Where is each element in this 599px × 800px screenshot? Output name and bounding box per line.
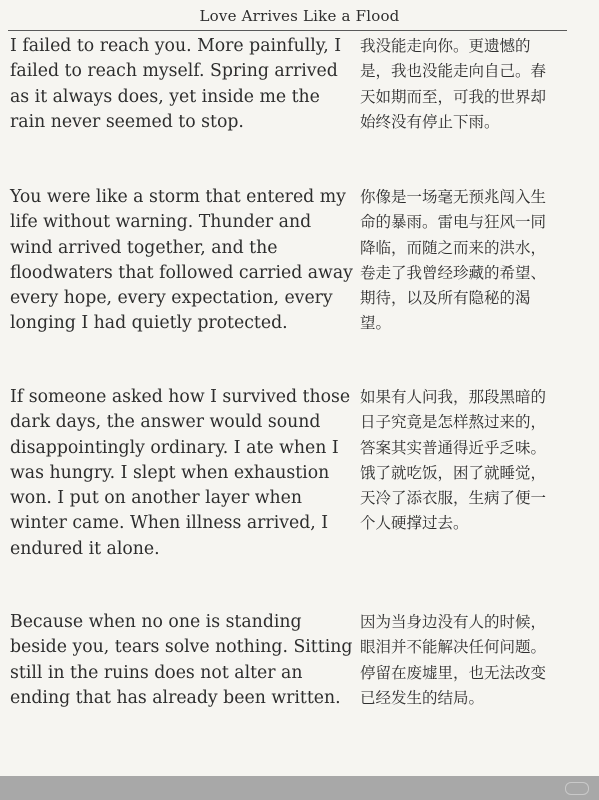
header-divider — [8, 30, 567, 31]
chinese-paragraph: 你像是一场毫无预兆闯入生 命的暴雨。雷电与狂风一同 降临，而随之而来的洪水， 卷走了我曾经珍藏的希望、 期待，以及所有隐秘的渴 望。 — [360, 188, 547, 333]
page-title: Love Arrives Like a Flood — [199, 7, 400, 25]
watermark-icon — [565, 782, 589, 795]
chinese-paragraph: 因为当身边没有人的时候， 眼泪并不能解决任何问题。 停留在废墟里，也无法改变 已经发生的结局。 — [360, 613, 547, 707]
chinese-paragraph: 如果有人问我，那段黑暗的 日子究竟是怎样熬过来的， 答案其实普通得近乎乏味。 饿了就吃饭，困了就睡觉， 天冷了添衣服，生病了便一 个人硬撑过去。 — [360, 388, 547, 533]
english-paragraph: Because when no one is standing beside you, tears solve nothing. Sitting still in the ruins does not alter an ending that has already been written. — [10, 612, 353, 708]
chinese-paragraph: 我没能走向你。更遗憾的 是，我也没能走向自己。春 天如期而至，可我的世界却 始终没有停止下雨。 — [360, 37, 547, 131]
english-paragraph: You were like a storm that entered my life without warning. Thunder and wind arrived together, and the floodwaters that followed carried away every hope, every expectation, every longing I had quietly protected. — [10, 187, 353, 334]
page-header — [0, 0, 599, 32]
english-paragraph: If someone asked how I survived those dark days, the answer would sound disappointingly ordinary. I ate when I was hungry. I slept when exhaustion won. I put on another layer when winter came. When illness arrived, I endured it alone. — [10, 387, 351, 559]
bottom-bar — [0, 776, 599, 800]
english-paragraph: I failed to reach you. More painfully, I failed to reach myself. Spring arrived as it always does, yet inside me the rain never seemed to stop. — [10, 36, 342, 132]
